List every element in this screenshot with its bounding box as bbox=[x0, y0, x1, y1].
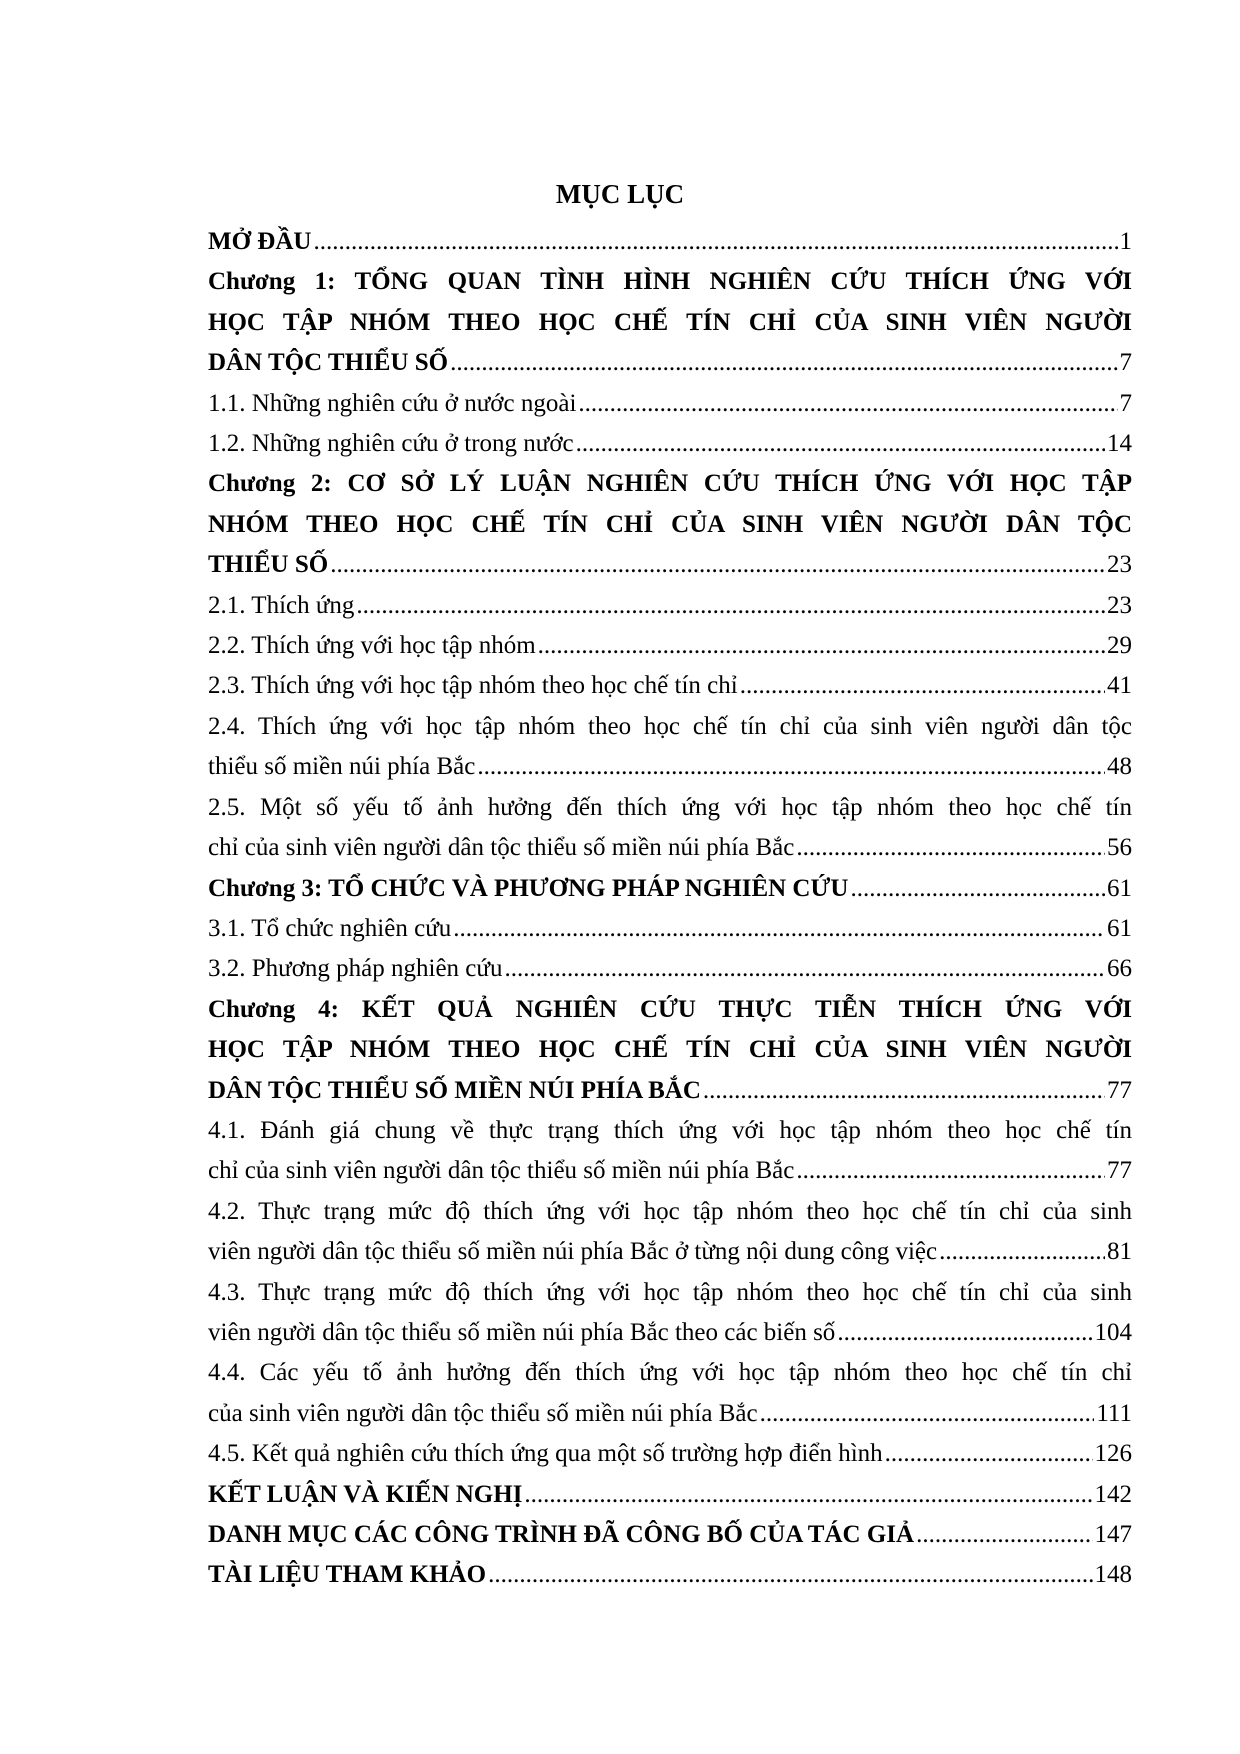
toc-entry-final-line bbox=[208, 909, 1132, 949]
toc-entry-line: HỌC TẬP NHÓM THEO HỌC CHẾ TÍN CHỈ CỦA SINH VIÊN NGƯỜI bbox=[208, 1036, 1132, 1064]
toc-entry-title: thiểu số miền núi phía Bắc bbox=[208, 753, 476, 781]
toc-entry-final-line bbox=[208, 1515, 1132, 1555]
toc-entry-title: 1.2. Những nghiên cứu ở trong nước bbox=[208, 430, 574, 458]
toc-entry-title: 3.2. Phương pháp nghiên cứu bbox=[208, 955, 503, 983]
toc-page-number: 14 bbox=[1107, 430, 1132, 458]
dot-leader bbox=[524, 1475, 1092, 1515]
table-of-contents bbox=[208, 222, 1132, 1596]
dot-leader bbox=[356, 586, 1105, 626]
toc-page-number: 126 bbox=[1094, 1440, 1132, 1468]
toc-page-number: 81 bbox=[1107, 1238, 1132, 1266]
toc-page-number: 23 bbox=[1107, 591, 1132, 619]
toc-entry[interactable] bbox=[208, 262, 1132, 383]
toc-entry[interactable] bbox=[208, 788, 1132, 869]
toc-entry-final-line bbox=[208, 1151, 1132, 1191]
dot-leader bbox=[453, 909, 1105, 949]
toc-entry-line: HỌC TẬP NHÓM THEO HỌC CHẾ TÍN CHỈ CỦA SINH VIÊN NGƯỜI bbox=[208, 308, 1132, 336]
dot-leader bbox=[885, 1434, 1093, 1474]
toc-entry[interactable] bbox=[208, 1273, 1132, 1354]
dot-leader bbox=[760, 1394, 1095, 1434]
toc-entry[interactable] bbox=[208, 424, 1132, 464]
toc-entry-line: Chương 2: CƠ SỞ LÝ LUẬN NGHIÊN CỨU THÍCH ỨNG VỚI HỌC TẬP bbox=[208, 470, 1132, 498]
toc-entry-final-line bbox=[208, 384, 1132, 424]
toc-entry-final-line bbox=[208, 222, 1132, 262]
dot-leader bbox=[576, 424, 1105, 464]
toc-entry[interactable] bbox=[208, 384, 1132, 424]
toc-page-number: 56 bbox=[1107, 834, 1132, 862]
toc-entry-line: 2.5. Một số yếu tố ảnh hưởng đến thích ứng với học tập nhóm theo học chế tín bbox=[208, 793, 1132, 821]
toc-entry-title: 2.2. Thích ứng với học tập nhóm bbox=[208, 632, 536, 660]
toc-page-number: 147 bbox=[1094, 1521, 1132, 1548]
toc-page-number: 142 bbox=[1094, 1480, 1132, 1508]
toc-page-number: 77 bbox=[1107, 1076, 1132, 1104]
dot-leader bbox=[796, 828, 1105, 868]
toc-entry-final-line bbox=[208, 545, 1132, 585]
toc-entry-line: NHÓM THEO HỌC CHẾ TÍN CHỈ CỦA SINH VIÊN NGƯỜI DÂN TỘC bbox=[208, 510, 1132, 538]
dot-leader bbox=[450, 343, 1117, 383]
toc-entry[interactable] bbox=[208, 1192, 1132, 1273]
toc-entry[interactable] bbox=[208, 1515, 1132, 1555]
toc-entry-title: 3.1. Tổ chức nghiên cứu bbox=[208, 914, 452, 942]
dot-leader bbox=[313, 222, 1117, 262]
toc-page-number: 23 bbox=[1107, 551, 1132, 579]
dot-leader bbox=[477, 747, 1105, 787]
toc-entry-title: chỉ của sinh viên người dân tộc thiểu số miền núi phía Bắc bbox=[208, 834, 795, 862]
dot-leader bbox=[578, 384, 1117, 424]
toc-entry-line: 4.1. Đánh giá chung về thực trạng thích ứng với học tập nhóm theo học chế tín bbox=[208, 1116, 1132, 1144]
dot-leader bbox=[740, 666, 1105, 706]
toc-entry-title: 2.3. Thích ứng với học tập nhóm theo học chế tín chỉ bbox=[208, 672, 738, 700]
toc-entry[interactable] bbox=[208, 1353, 1132, 1434]
toc-entry-line: Chương 4: KẾT QUẢ NGHIÊN CỨU THỰC TIỄN THÍCH ỨNG VỚI bbox=[208, 995, 1132, 1023]
dot-leader bbox=[488, 1555, 1092, 1595]
toc-page-number: 41 bbox=[1107, 672, 1132, 700]
toc-entry-title: TÀI LIỆU THAM KHẢO bbox=[208, 1561, 487, 1589]
dot-leader bbox=[504, 949, 1105, 989]
toc-page-number: 1 bbox=[1119, 228, 1132, 255]
toc-entry-title: viên người dân tộc thiểu số miền núi phía Bắc theo các biến số bbox=[208, 1318, 836, 1346]
toc-entry-final-line bbox=[208, 1232, 1132, 1272]
toc-entry[interactable] bbox=[208, 1111, 1132, 1192]
toc-entry[interactable] bbox=[208, 666, 1132, 706]
toc-entry[interactable] bbox=[208, 1434, 1132, 1474]
dot-leader bbox=[703, 1071, 1105, 1111]
toc-entry-title: DANH MỤC CÁC CÔNG TRÌNH ĐÃ CÔNG BỐ CỦA TÁC GIẢ bbox=[208, 1521, 915, 1548]
toc-entry-final-line bbox=[208, 424, 1132, 464]
toc-entry-final-line bbox=[208, 869, 1132, 909]
dot-leader bbox=[538, 626, 1105, 666]
toc-entry-final-line bbox=[208, 1555, 1132, 1595]
toc-entry-title: DÂN TỘC THIỂU SỐ MIỀN NÚI PHÍA BẮC bbox=[208, 1076, 701, 1104]
toc-entry-line: 4.2. Thực trạng mức độ thích ứng với học tập nhóm theo học chế tín chỉ của sinh bbox=[208, 1197, 1132, 1225]
toc-entry-title: viên người dân tộc thiểu số miền núi phía Bắc ở từng nội dung công việc bbox=[208, 1238, 938, 1266]
toc-page-number: 29 bbox=[1107, 632, 1132, 660]
dot-leader bbox=[939, 1232, 1105, 1272]
toc-entry-line: 4.4. Các yếu tố ảnh hưởng đến thích ứng với học tập nhóm theo học chế tín chỉ bbox=[208, 1359, 1132, 1387]
toc-entry-final-line bbox=[208, 1071, 1132, 1111]
toc-page-number: 7 bbox=[1119, 389, 1132, 417]
toc-entry-final-line bbox=[208, 666, 1132, 706]
toc-entry-final-line bbox=[208, 747, 1132, 787]
toc-page-number: 48 bbox=[1107, 753, 1132, 781]
toc-entry-final-line bbox=[208, 949, 1132, 989]
toc-entry-final-line bbox=[208, 1313, 1132, 1353]
toc-entry-final-line bbox=[208, 586, 1132, 626]
dot-leader bbox=[796, 1151, 1105, 1191]
toc-page-number: 61 bbox=[1107, 914, 1132, 942]
toc-entry[interactable] bbox=[208, 707, 1132, 788]
toc-page-number: 104 bbox=[1094, 1318, 1132, 1346]
toc-entry[interactable] bbox=[208, 586, 1132, 626]
toc-entry-final-line bbox=[208, 343, 1132, 383]
toc-page-number: 66 bbox=[1107, 955, 1132, 983]
toc-entry-final-line bbox=[208, 828, 1132, 868]
toc-entry[interactable] bbox=[208, 626, 1132, 666]
toc-entry-final-line bbox=[208, 626, 1132, 666]
toc-entry-line: 2.4. Thích ứng với học tập nhóm theo học chế tín chỉ của sinh viên người dân tộc bbox=[208, 712, 1132, 740]
toc-entry[interactable] bbox=[208, 1475, 1132, 1515]
toc-entry[interactable] bbox=[208, 464, 1132, 585]
toc-entry-title: MỞ ĐẦU bbox=[208, 228, 312, 255]
toc-page-number: 111 bbox=[1096, 1399, 1132, 1427]
dot-leader bbox=[837, 1313, 1092, 1353]
toc-entry-title: 4.5. Kết quả nghiên cứu thích ứng qua một số trường hợp điển hình bbox=[208, 1440, 883, 1468]
toc-entry[interactable] bbox=[208, 990, 1132, 1111]
toc-title: MỤC LỤC bbox=[555, 179, 685, 209]
dot-leader bbox=[850, 869, 1105, 909]
toc-entry[interactable] bbox=[208, 909, 1132, 949]
toc-page-number: 7 bbox=[1119, 349, 1132, 377]
toc-entry[interactable] bbox=[208, 869, 1132, 909]
toc-entry-line: Chương 1: TỔNG QUAN TÌNH HÌNH NGHIÊN CỨU THÍCH ỨNG VỚI bbox=[208, 268, 1132, 296]
toc-entry[interactable] bbox=[208, 949, 1132, 989]
toc-entry-final-line bbox=[208, 1394, 1132, 1434]
toc-entry[interactable] bbox=[208, 222, 1132, 262]
toc-entry-title: THIỂU SỐ bbox=[208, 551, 329, 579]
dot-leader bbox=[330, 545, 1105, 585]
toc-entry-title: 2.1. Thích ứng bbox=[208, 591, 355, 619]
dot-leader bbox=[916, 1515, 1092, 1555]
toc-entry-line: 4.3. Thực trạng mức độ thích ứng với học tập nhóm theo học chế tín chỉ của sinh bbox=[208, 1278, 1132, 1306]
toc-entry-final-line bbox=[208, 1475, 1132, 1515]
toc-entry[interactable] bbox=[208, 1555, 1132, 1595]
toc-entry-title: DÂN TỘC THIỂU SỐ bbox=[208, 349, 449, 377]
toc-page-number: 77 bbox=[1107, 1157, 1132, 1185]
toc-entry-title: chỉ của sinh viên người dân tộc thiểu số miền núi phía Bắc bbox=[208, 1157, 795, 1185]
toc-entry-title: của sinh viên người dân tộc thiểu số miền núi phía Bắc bbox=[208, 1399, 758, 1427]
toc-entry-title: KẾT LUẬN VÀ KIẾN NGHỊ bbox=[208, 1480, 523, 1508]
toc-page-number: 61 bbox=[1107, 874, 1132, 902]
toc-entry-title: Chương 3: TỔ CHỨC VÀ PHƯƠNG PHÁP NGHIÊN CỨU bbox=[208, 874, 849, 902]
toc-entry-title: 1.1. Những nghiên cứu ở nước ngoài bbox=[208, 389, 577, 417]
toc-entry-final-line bbox=[208, 1434, 1132, 1474]
toc-page-number: 148 bbox=[1094, 1561, 1132, 1589]
